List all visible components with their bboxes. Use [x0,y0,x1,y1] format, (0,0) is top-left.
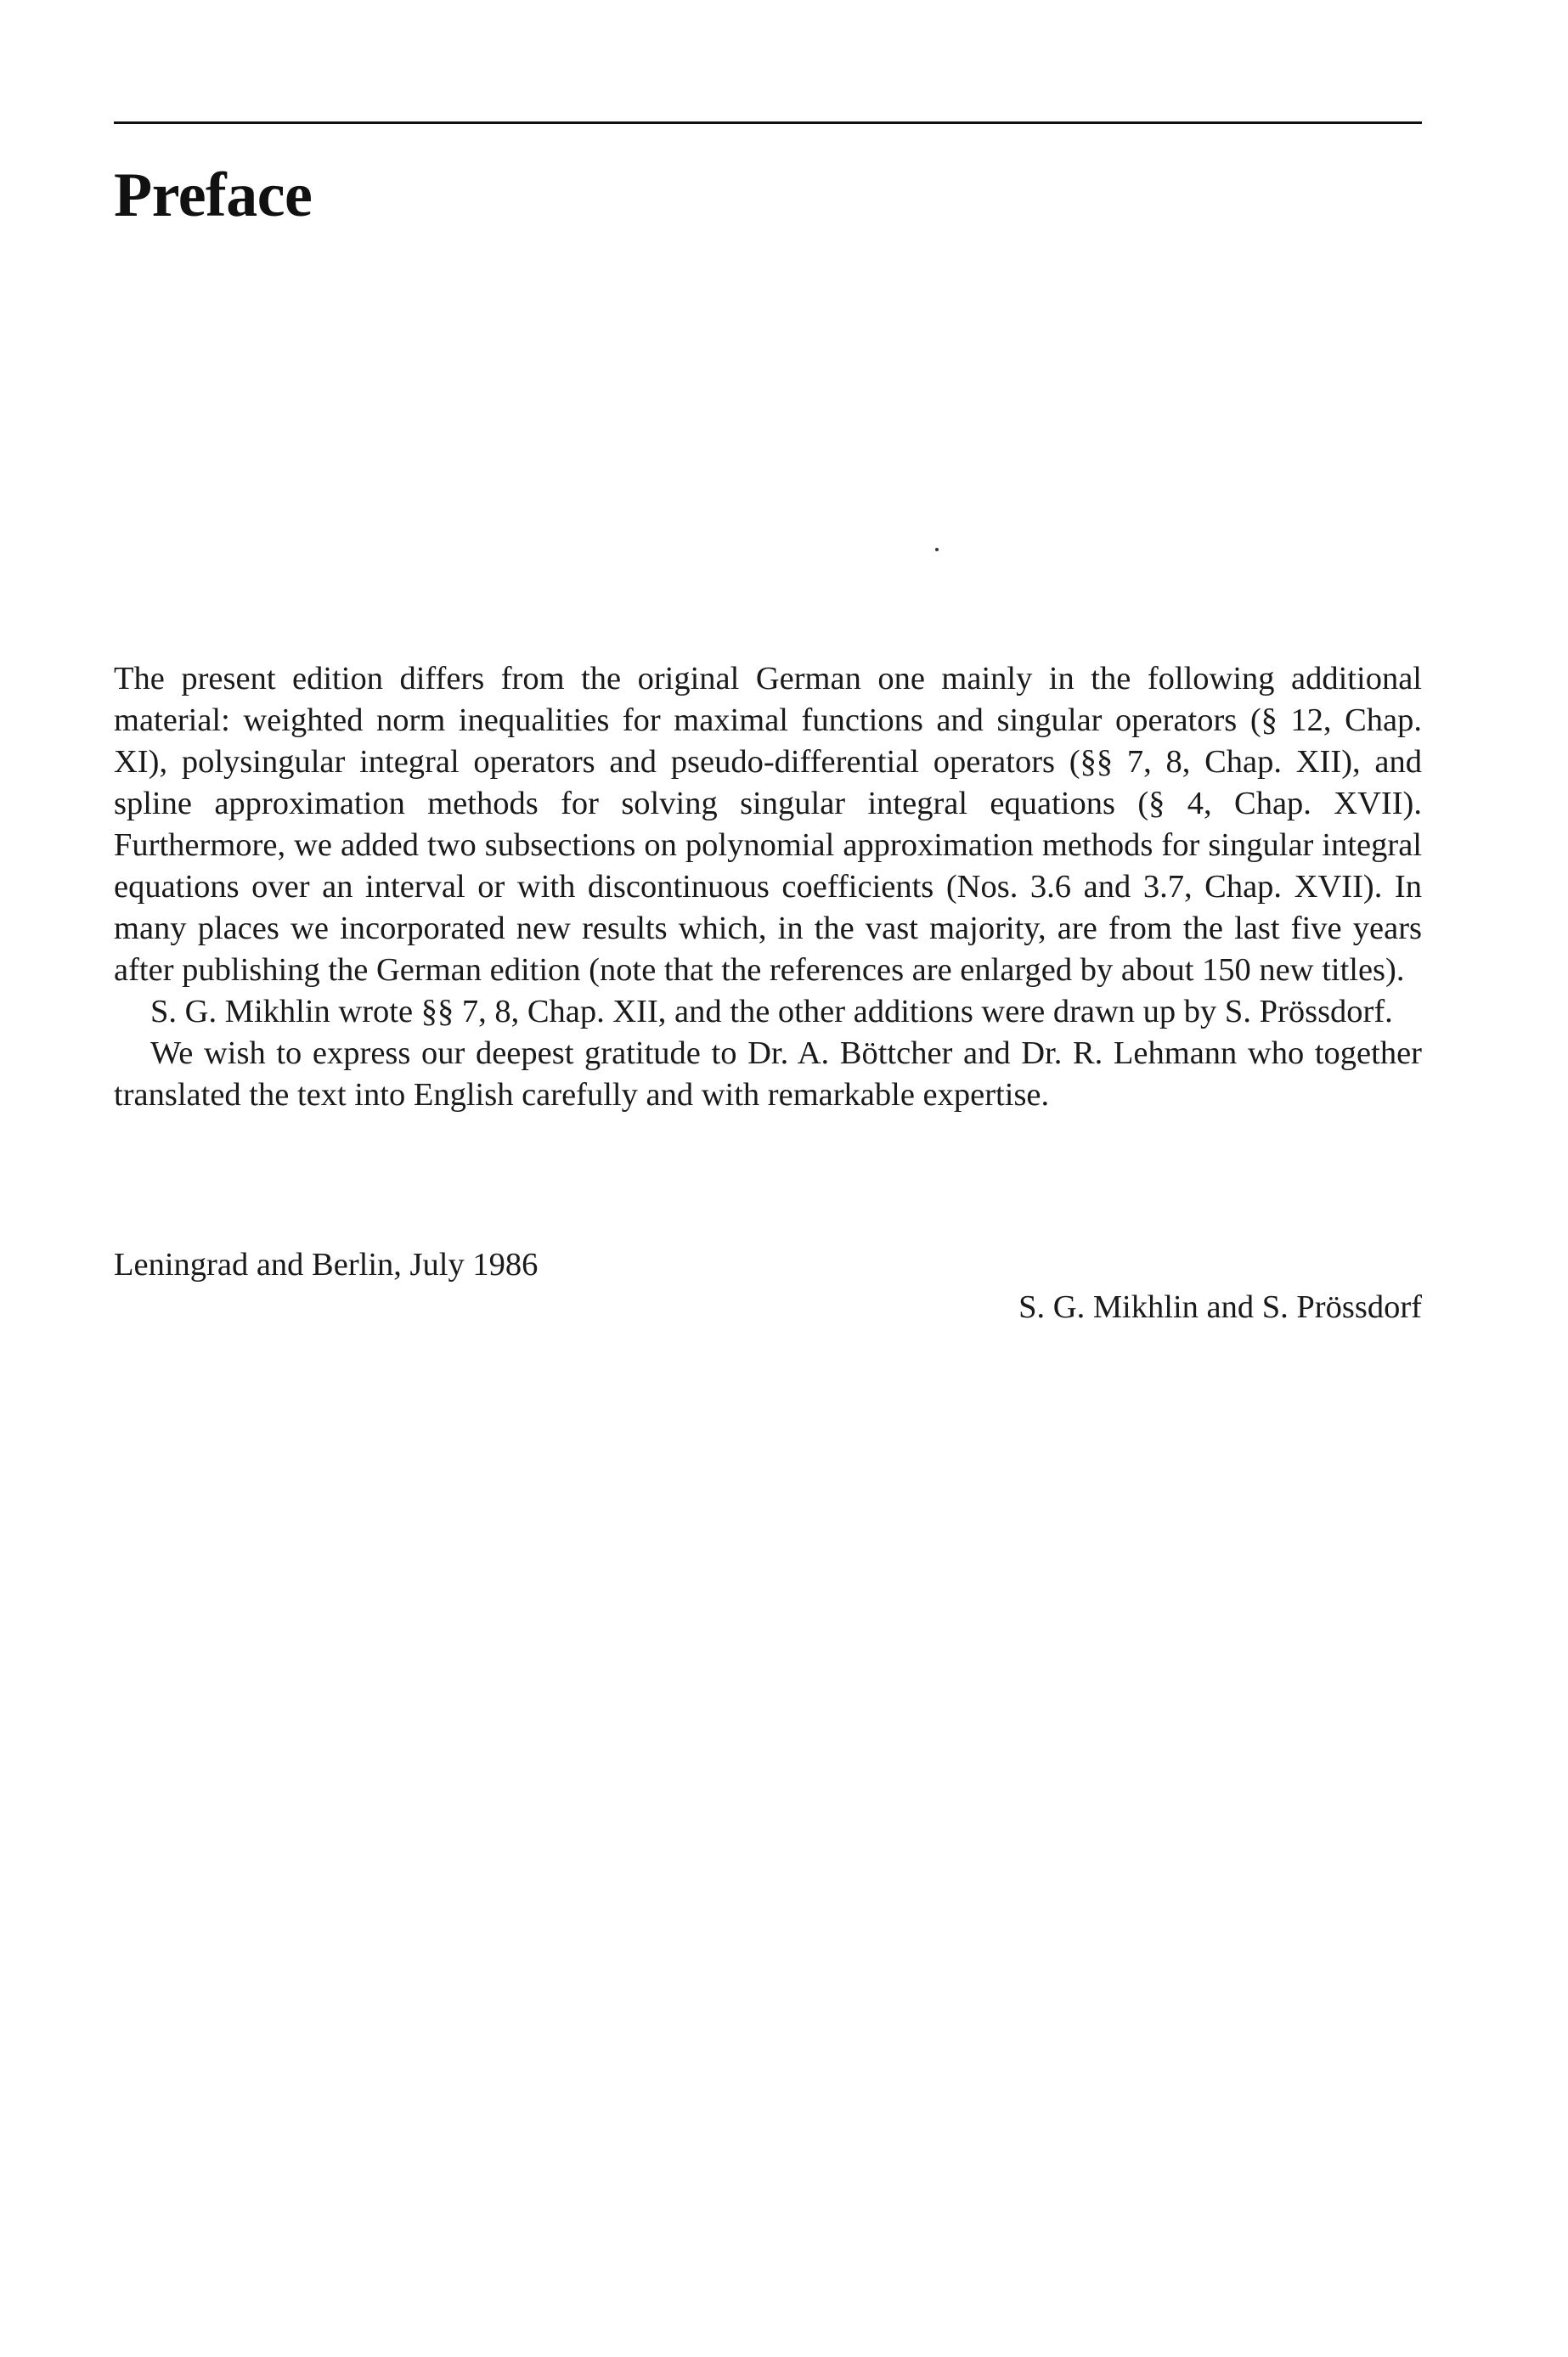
paragraph-1: The present edition differs from the original German one mainly in the following additional material: weighted norm inequalities for maximal functions and singular operators (§ 12, Chap. XI), polysingular integral operators and pseudo-differential operators (§§ 7, 8, Chap. XII), and spline approximation methods for solving singular integral equations (§ 4, Chap. XVII). Furthermore, we added two subsections on polynomial approximation methods for singular integral equations over an interval or with discontinuous coefficients (Nos. 3.6 and 3.7, Chap. XVII). In many places we incorporated new results which, in the vast majority, are from the last five years after publishing the German edition (note that the references are enlarged by about 150 new titles). [114,661,1422,988]
place-date: Leningrad and Berlin, July 1986 [114,1247,539,1283]
stray-dot [935,548,939,551]
paragraph-2: S. G. Mikhlin wrote §§ 7, 8, Chap. XII, and the other additions were drawn up by S. Prössdorf. [150,994,1393,1029]
paragraph-3: We wish to express our deepest gratitude to Dr. A. Böttcher and Dr. R. Lehmann who together translated the text into English carefully and with remarkable expertise. [114,1035,1422,1113]
author-signature: S. G. Mikhlin and S. Prössdorf [1018,1289,1422,1325]
preface-body [114,658,1422,1116]
page-title: Preface [114,161,313,230]
header-rule [114,121,1422,124]
